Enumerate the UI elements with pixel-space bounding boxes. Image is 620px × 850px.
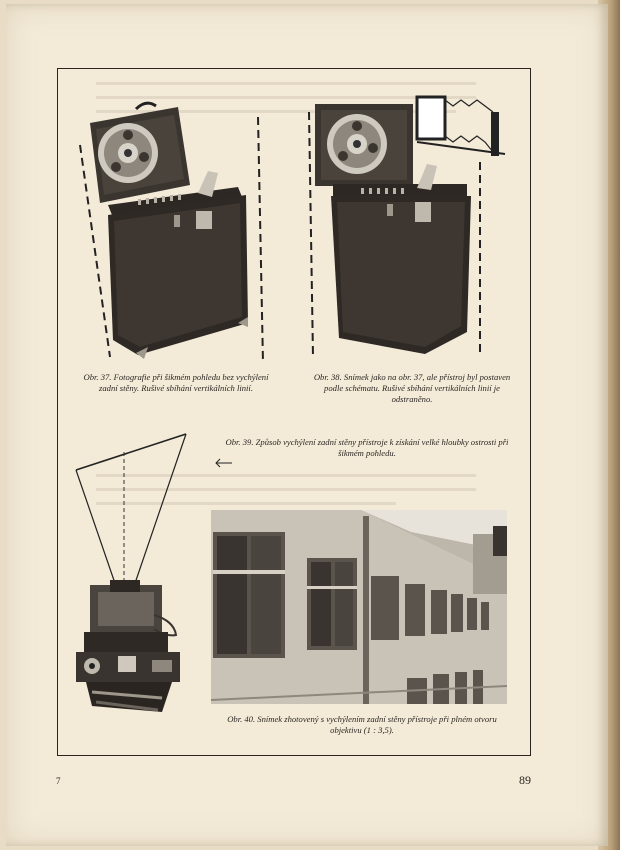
figure-37-photo <box>78 95 268 370</box>
figure-40-caption: Obr. 40. Snímek zhotovený s vychýlením zadní stěny přístroje při plném otvoru objektivu (1 : 3,5). <box>227 714 497 735</box>
figure-38-photo <box>305 92 520 370</box>
figure-40-photo <box>211 510 507 704</box>
figure-38-caption: Obr. 38. Snímek jako na obr. 37, ale přístroj byl postaven podle schématu. Rušivé sbíhání vertikálních linií je odstraněno. <box>313 372 511 404</box>
page-number: 89 <box>519 773 531 787</box>
arrow-icon <box>214 458 234 468</box>
signature-mark: 7 <box>56 776 61 786</box>
figure-37-caption: Obr. 37. Fotografie při šikmém pohledu bez vychýlení zadní stěny. Rušivé sbíhání vertikálních linií. <box>83 372 269 393</box>
figure-39-diagram <box>62 430 202 725</box>
figure-39-caption: Obr. 39. Způsob vychýlení zadní stěny přístroje k získání velké hloubky ostrosti při šikmém pohledu. <box>225 437 509 458</box>
